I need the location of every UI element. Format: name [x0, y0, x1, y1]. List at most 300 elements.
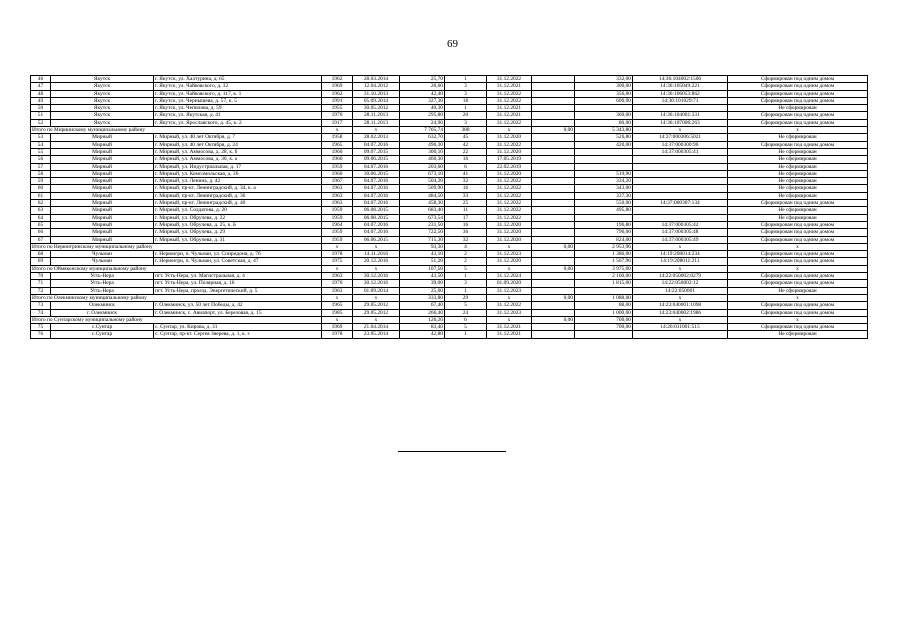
table-cell: 25,00 [400, 287, 445, 294]
subtotal-label: Итого по Оймяконскому муниципальному району [31, 265, 322, 272]
table-cell: Якутск [51, 90, 154, 97]
table-cell [575, 287, 633, 294]
table-cell: 75 [31, 324, 51, 331]
table-cell: 1959 [322, 229, 353, 236]
table-cell: 32 [445, 236, 487, 243]
table-row [31, 251, 868, 258]
table-cell: г. Якутск, ул. Чайковского, д. 117, к. 1 [154, 90, 322, 97]
table-cell [532, 251, 575, 258]
table-cell: 51 [31, 112, 51, 119]
table-cell: 31.12.2020 [487, 134, 532, 141]
table-cell: г. Мирный, пр-кт. Ленинградский, д. 36 [154, 192, 322, 199]
table-cell: 1962 [322, 76, 353, 83]
table-cell: 14:19:208014:234 [633, 251, 728, 258]
table-cell: 14:36:106053:862 [633, 90, 728, 97]
subtotal-label: Итого по Олекминскому муниципальному району [31, 294, 322, 301]
table-cell [633, 156, 728, 163]
subtotal-cell: х [353, 294, 400, 301]
table-cell: 04.07.2016 [353, 178, 400, 185]
table-cell: 1959 [322, 214, 353, 221]
table-cell: 1963 [322, 200, 353, 207]
table-cell: Не сформирован [728, 207, 868, 214]
table-cell: г. Мирный, ул. Обручева, д. 25, к. Б [154, 221, 322, 228]
table-cell: Усть-Нера [51, 287, 154, 294]
subtotal-row [31, 127, 868, 134]
table-cell [532, 258, 575, 265]
table-cell [532, 236, 575, 243]
table-cell: 1969 [322, 324, 353, 331]
table-cell: г. Якутск, ул. Чепилова, д. 59 [154, 105, 322, 112]
table-cell: Мирный [51, 214, 154, 221]
table-cell: 59 [31, 178, 51, 185]
subtotal-row [31, 265, 868, 272]
table-cell: Не сформирован [728, 214, 868, 221]
table-cell: 28.11.2013 [353, 119, 400, 126]
subtotal-cell: 2 953,96 [575, 243, 633, 250]
table-cell: Мирный [51, 185, 154, 192]
table-cell: пгт. Усть-Нера, проезд. Энергетический, д. 5 [154, 287, 322, 294]
table-cell: 1970 [322, 112, 353, 119]
table-cell: Якутск [51, 97, 154, 104]
table-cell: 334,20 [575, 178, 633, 185]
table-cell: 673,10 [400, 170, 445, 177]
table-cell: г. Мирный, ул. Аммосова, д. 28, к. б [154, 148, 322, 155]
table-cell [532, 192, 575, 199]
table-cell: 06.08.2015 [353, 214, 400, 221]
table-cell: 31.12.2024 [487, 273, 532, 280]
subtotal-cell: 0,00 [532, 243, 575, 250]
table-cell: 63 [31, 207, 51, 214]
table-cell: 04.07.2016 [353, 163, 400, 170]
subtotal-cell: 0,00 [532, 265, 575, 272]
subtotal-cell: 4 [445, 243, 487, 250]
table-cell: Сформирован под одним домом [728, 97, 868, 104]
table-cell [633, 192, 728, 199]
table-cell: 31.12.2020 [487, 170, 532, 177]
table-cell: г. Мирный, ул. Аммосова, д. 30, к. а [154, 156, 322, 163]
table-cell: Чульман [51, 258, 154, 265]
table-cell: 715,30 [400, 236, 445, 243]
table-cell [532, 200, 575, 207]
subtotal-cell: х [322, 294, 353, 301]
table-cell [532, 119, 575, 126]
table-cell: 3 [445, 90, 487, 97]
table-cell: 203,60 [400, 163, 445, 170]
table-cell: 23.05.2014 [353, 331, 400, 338]
table-cell [532, 324, 575, 331]
table-cell [532, 134, 575, 141]
table-cell: 14:22:050002:12 [633, 280, 728, 287]
table-cell: 30.06.2015 [353, 170, 400, 177]
table-cell: Якутск [51, 119, 154, 126]
table-cell: 65 [31, 221, 51, 228]
table-cell: Мирный [51, 192, 154, 199]
table-cell [532, 287, 575, 294]
table-cell: 824,00 [575, 236, 633, 243]
subtotal-cell: х [353, 316, 400, 323]
table-cell: Сформирован под одним домом [728, 280, 868, 287]
table-cell: 550,00 [575, 200, 633, 207]
table-cell: Сформирован под одним домом [728, 112, 868, 119]
table-cell [532, 309, 575, 316]
housing-registry-table [30, 75, 868, 339]
table-cell [532, 170, 575, 177]
table-cell [532, 83, 575, 90]
table-cell: 327,30 [400, 97, 445, 104]
table-cell: 496,30 [400, 141, 445, 148]
table-cell: Не сформирован [728, 148, 868, 155]
table-cell: 31.12.2022 [487, 185, 532, 192]
table-cell: 71 [31, 280, 51, 287]
table-cell: 1965 [322, 141, 353, 148]
table-row [31, 324, 868, 331]
table-cell [575, 156, 633, 163]
table-cell: 29.05.2012 [353, 309, 400, 316]
table-cell: 31.12.2022 [487, 200, 532, 207]
table-cell: 460,30 [400, 156, 445, 163]
table-cell [633, 214, 728, 221]
table-cell: 700,00 [575, 324, 633, 331]
table-cell: 1965 [322, 302, 353, 309]
subtotal-cell: 107,50 [400, 265, 445, 272]
table-cell: г. Якутск, ул. Халтурина, д. 65 [154, 76, 322, 83]
table-cell: 1 [445, 105, 487, 112]
table-cell: 40,30 [400, 105, 445, 112]
table-row [31, 90, 868, 97]
subtotal-cell: 3 975,00 [575, 265, 633, 272]
table-cell: Мирный [51, 156, 154, 163]
table-cell: 04.07.2016 [353, 200, 400, 207]
subtotal-cell: 1 088,00 [575, 294, 633, 301]
table-cell: 356,00 [575, 90, 633, 97]
table-cell: г. Якутск, ул. Ярославского, д. 45, к. 2 [154, 119, 322, 126]
table-row [31, 214, 868, 221]
table-cell: 67 [31, 236, 51, 243]
table-cell: 1963 [322, 185, 353, 192]
subtotal-cell: х [487, 316, 532, 323]
table-cell: 632,70 [400, 134, 445, 141]
table-cell: 1 [445, 273, 487, 280]
table-cell: 1975 [322, 258, 353, 265]
table-cell: 62 [31, 200, 51, 207]
table-cell [633, 105, 728, 112]
table-cell: Не сформирован [728, 331, 868, 338]
table-cell: 42,40 [400, 90, 445, 97]
table-cell: 76 [31, 331, 51, 338]
table-cell: 300,10 [400, 148, 445, 155]
table-cell: 5 [445, 302, 487, 309]
table-cell: 28.02.2013 [353, 134, 400, 141]
subtotal-cell: 700,00 [575, 316, 633, 323]
table-cell: 31.12.2022 [487, 141, 532, 148]
table-cell: 1960 [322, 156, 353, 163]
table-cell: 42 [445, 141, 487, 148]
table-cell: 01.09.2014 [353, 287, 400, 294]
subtotal-cell: 6 [445, 316, 487, 323]
table-cell: 495,80 [575, 207, 633, 214]
table-row [31, 258, 868, 265]
table-cell: Олекминск [51, 302, 154, 309]
subtotal-cell: х [728, 294, 868, 301]
table-cell: 1967 [322, 178, 353, 185]
table-cell [532, 97, 575, 104]
table-cell: 420,00 [575, 141, 633, 148]
table-cell: 1959 [322, 163, 353, 170]
table-cell: 722,50 [400, 229, 445, 236]
table-cell: 1 [445, 331, 487, 338]
subtotal-cell: х [322, 316, 353, 323]
table-cell [633, 170, 728, 177]
table-cell: Сформирован под одним домом [728, 76, 868, 83]
table-cell: с.Сунтар [51, 324, 154, 331]
table-cell: 20.12.2016 [353, 258, 400, 265]
table-cell: Сформирован под одним домом [728, 90, 868, 97]
table-cell: Сформирован под одним домом [728, 302, 868, 309]
table-cell [532, 273, 575, 280]
subtotal-cell: х [633, 265, 728, 272]
table-cell: г. Мирный, ул. Комсомольская, д. 26 [154, 170, 322, 177]
table-cell: 16 [445, 185, 487, 192]
table-cell: 46 [31, 76, 51, 83]
table-cell: Мирный [51, 221, 154, 228]
table-cell: 31.12.2020 [487, 258, 532, 265]
table-cell: 14:22:050001 [633, 287, 728, 294]
table-cell: 14:36:105049:221 [633, 83, 728, 90]
table-cell: 1 [445, 287, 487, 294]
table-cell: 31.12.2021 [487, 324, 532, 331]
table-cell: 14:37:000300:90 [633, 141, 728, 148]
table-cell: 337,30 [575, 192, 633, 199]
subtotal-label: Итого по Мирнинскому муниципальному району [31, 127, 322, 134]
table-cell: 67,40 [400, 302, 445, 309]
table-cell: 3 [445, 119, 487, 126]
table-cell: 1959 [322, 236, 353, 243]
table-cell: 31.12.2022 [487, 119, 532, 126]
table-cell: 3 [445, 83, 487, 90]
table-cell: Мирный [51, 170, 154, 177]
table-cell: Мирный [51, 141, 154, 148]
table-cell [575, 214, 633, 221]
table-cell: 69 [31, 258, 51, 265]
table-cell: 30.12.2016 [353, 273, 400, 280]
table-row [31, 156, 868, 163]
table-cell: 04.07.2016 [353, 221, 400, 228]
table-cell: 5 [445, 324, 487, 331]
table-cell: 32 [445, 178, 487, 185]
table-cell: 1985 [322, 309, 353, 316]
table-cell: 796,00 [575, 229, 633, 236]
table-row [31, 83, 868, 90]
table-cell: 2 [445, 258, 487, 265]
subtotal-cell: 126,20 [400, 316, 445, 323]
table-cell: 31.12.2021 [487, 331, 532, 338]
table-cell: пгт. Усть-Нера, ул. Полярная, д. 16 [154, 280, 322, 287]
table-cell: пгт. Усть-Нера, ул. Магистральная, д. 4 [154, 273, 322, 280]
table-cell: Сформирован под одним домом [728, 309, 868, 316]
table-cell: 266,40 [400, 309, 445, 316]
table-cell: 14:26:011001:515 [633, 324, 728, 331]
subtotal-cell: х [487, 243, 532, 250]
table-cell: 42,80 [400, 331, 445, 338]
table-cell: 3 [445, 280, 487, 287]
table-row [31, 221, 868, 228]
table-cell: 01.09.2020 [487, 280, 532, 287]
subtotal-cell: 29 [445, 294, 487, 301]
table-cell: Якутск [51, 83, 154, 90]
table-cell: г. Мирный, ул. Обручева, д. 29 [154, 229, 322, 236]
table-cell: 25,70 [400, 76, 445, 83]
table-row [31, 148, 868, 155]
table-cell: Мирный [51, 134, 154, 141]
table-cell: 31.12.2022 [487, 207, 532, 214]
table-cell: 16 [445, 156, 487, 163]
table-cell: 88,00 [575, 302, 633, 309]
table-cell: Мирный [51, 178, 154, 185]
subtotal-cell: х [353, 127, 400, 134]
table-cell: г. Якутск, ул. Чернышева, д. 57, к. 5 [154, 97, 322, 104]
subtotal-cell: х [633, 316, 728, 323]
table-cell: 1978 [322, 331, 353, 338]
table-cell: 20 [445, 112, 487, 119]
table-cell: 48 [31, 90, 51, 97]
table-cell: 1 000,00 [575, 309, 633, 316]
table-cell: Сформирован под одним домом [728, 119, 868, 126]
table-cell: 47 [31, 83, 51, 90]
subtotal-row [31, 294, 868, 301]
table-cell: 14:36:104002:1506 [633, 76, 728, 83]
table-cell: 14:36:107006:263 [633, 119, 728, 126]
table-cell: 57 [31, 163, 51, 170]
table-cell: Сформирован под одним домом [728, 200, 868, 207]
table-cell: 31.12.2021 [487, 112, 532, 119]
table-cell: Сформирован под одним домом [728, 251, 868, 258]
subtotal-cell: 93,30 [400, 243, 445, 250]
table-cell: Мирный [51, 229, 154, 236]
table-cell: г. Мирный, ул. 40 лет Октября, д. 7 [154, 134, 322, 141]
table-cell: 31.12.2023 [487, 251, 532, 258]
table-cell: 18 [445, 97, 487, 104]
subtotal-label: Итого по Сунтарскому муниципальному району [31, 316, 322, 323]
table-row [31, 207, 868, 214]
table-cell: 21.04.2014 [353, 324, 400, 331]
table-cell: 1960 [322, 148, 353, 155]
table-cell: 22.02.2019 [487, 163, 532, 170]
table-cell: 55 [31, 148, 51, 155]
table-cell: Не сформирован [728, 163, 868, 170]
table-cell: 14:37:000307:134 [633, 200, 728, 207]
table-cell: г. Мирный, ул. Обручева, д. 31 [154, 236, 322, 243]
table-cell: 1970 [322, 280, 353, 287]
table-cell: Усть-Нера [51, 273, 154, 280]
table-cell: 14:36:101029:71 [633, 97, 728, 104]
table-cell: Не сформирован [728, 287, 868, 294]
table-cell: 14:22:050002:0279 [633, 273, 728, 280]
table-cell: 31.12.2020 [487, 236, 532, 243]
table-cell: Сформирован под одним домом [728, 324, 868, 331]
table-cell: г. Мирный, ул. Солдатова, д. 20 [154, 207, 322, 214]
table-cell: 1960 [322, 170, 353, 177]
subtotal-cell: х [633, 243, 728, 250]
table-cell: 12.04.2012 [353, 83, 400, 90]
table-cell: Сформирован под одним домом [728, 273, 868, 280]
table-cell: 22 [445, 148, 487, 155]
table-cell: 2 [445, 251, 487, 258]
subtotal-cell: 0,00 [532, 127, 575, 134]
table-cell: 04.07.2016 [353, 185, 400, 192]
table-cell [532, 178, 575, 185]
subtotal-cell: х [728, 316, 868, 323]
subtotal-cell: х [322, 127, 353, 134]
table-cell: 31.10.2013 [353, 90, 400, 97]
table-cell: 61 [31, 192, 51, 199]
table-cell [633, 207, 728, 214]
table-cell: 519,90 [575, 170, 633, 177]
table-cell: 1991 [322, 97, 353, 104]
table-cell: 05.09.2014 [353, 97, 400, 104]
table-cell: 06.06.2015 [353, 236, 400, 243]
table-cell: 683,40 [400, 207, 445, 214]
table-cell: 64 [31, 214, 51, 221]
table-cell: 17.05.2019 [487, 156, 532, 163]
table-cell: 50 [31, 105, 51, 112]
table-cell: Якутск [51, 76, 154, 83]
table-cell: 14:23:040001:1098 [633, 302, 728, 309]
table-cell: Сформирован под одним домом [728, 236, 868, 243]
table-cell: 04.07.2016 [353, 229, 400, 236]
table-cell: 1959 [322, 207, 353, 214]
table-row [31, 134, 868, 141]
table-cell: 29.05.2012 [353, 302, 400, 309]
table-cell: г. Нерюнгри, п. Чульман, ул. Советская, д. 47 [154, 258, 322, 265]
table-row [31, 170, 868, 177]
table-cell: 526,80 [575, 134, 633, 141]
table-cell: 1 567,96 [575, 258, 633, 265]
subtotal-row [31, 243, 868, 250]
subtotal-cell: х [487, 294, 532, 301]
table-cell [532, 156, 575, 163]
table-cell: Не сформирован [728, 178, 868, 185]
table-cell: 54 [31, 141, 51, 148]
table-cell: 14:36:104001:331 [633, 112, 728, 119]
table-cell [532, 185, 575, 192]
table-cell: 24 [445, 309, 487, 316]
table-cell: 14:37:000306:5021 [633, 134, 728, 141]
table-cell: 14:37:000305:42 [633, 221, 728, 228]
table-cell: 1 815,00 [575, 280, 633, 287]
table-cell [575, 331, 633, 338]
table-cell: г. Олекминск, с. Авиапорт, ул. Березовая, д. 15 [154, 309, 322, 316]
table-cell [532, 302, 575, 309]
table-cell: 300,00 [575, 83, 633, 90]
subtotal-cell: х [633, 294, 728, 301]
table-cell: 1962 [322, 90, 353, 97]
table-cell: Мирный [51, 236, 154, 243]
table-cell: 25 [445, 200, 487, 207]
table-cell: 1958 [322, 134, 353, 141]
table-row [31, 309, 868, 316]
table-cell: 2 160,00 [575, 273, 633, 280]
table-cell: 14:37:000305:49 [633, 236, 728, 243]
table-row [31, 236, 868, 243]
table-cell: с.Сунтар [51, 331, 154, 338]
table-cell: Мирный [51, 207, 154, 214]
table-cell [532, 207, 575, 214]
subtotal-cell: 388 [445, 127, 487, 134]
table-cell: 26,60 [400, 83, 445, 90]
table-cell [532, 141, 575, 148]
subtotal-cell: 5 [445, 265, 487, 272]
table-cell: с. Сунтар, ул. Кирова, д. 31 [154, 324, 322, 331]
